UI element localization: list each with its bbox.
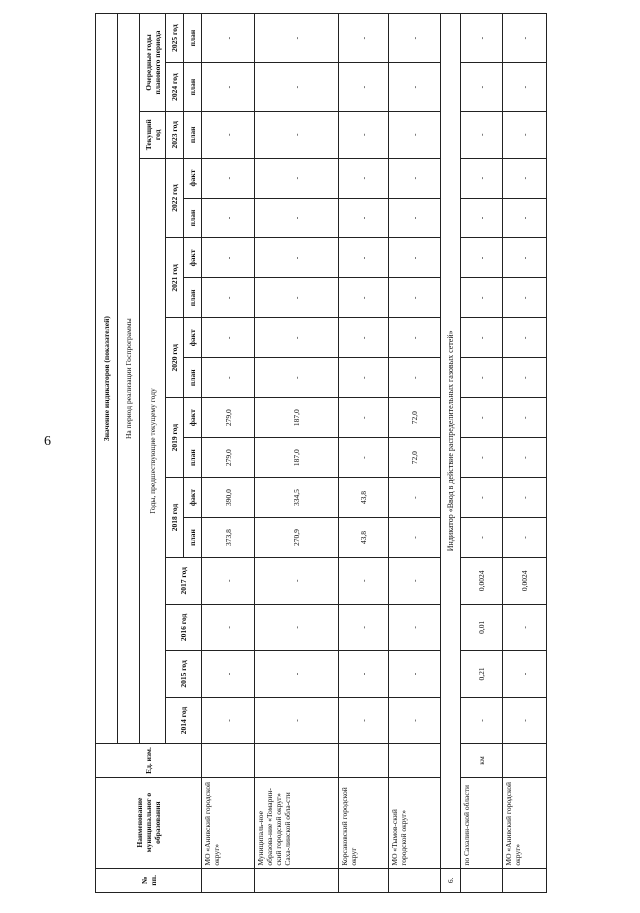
year-2014: 2014 год	[166, 697, 202, 744]
value-cell: -	[389, 557, 441, 604]
table-body-top	[202, 14, 441, 893]
value-cell: -	[389, 238, 441, 278]
previous-years-header: Годы, предшествующие текущему году	[140, 158, 166, 744]
value-cell: -	[255, 198, 339, 238]
value-cell: 334,5	[255, 478, 339, 518]
value-cell: -	[389, 697, 441, 744]
value-cell: -	[389, 604, 441, 651]
municipality-name-cell: МО «Анивский городской округ»	[202, 777, 255, 868]
municipality-name-cell: Корсаковский городской округ	[339, 777, 389, 868]
indicator-table-sheet	[95, 13, 620, 893]
fact-2020: факт	[184, 318, 202, 358]
unit-cell	[255, 744, 339, 777]
value-cell: -	[503, 238, 547, 278]
value-cell: -	[255, 14, 339, 63]
fact-2019: факт	[184, 398, 202, 438]
year-2018: 2018 год	[166, 478, 184, 558]
value-cell: -	[255, 112, 339, 159]
plan-2020: план	[184, 358, 202, 398]
table-row	[389, 14, 441, 893]
value-cell: -	[389, 14, 441, 63]
year-2019: 2019 год	[166, 398, 184, 478]
value-cell: 390,0	[202, 478, 255, 518]
page-number: 6	[44, 434, 51, 449]
col-unit-header: Ед. изм.	[96, 744, 202, 777]
value-cell: -	[339, 557, 389, 604]
value-cell: -	[503, 651, 547, 698]
year-2020: 2020 год	[166, 318, 184, 398]
value-cell: -	[503, 63, 547, 112]
current-year-header: Текущий год	[140, 112, 166, 159]
value-cell: -	[389, 278, 441, 318]
col-name-header: Наименование муниципальног о образования	[96, 777, 202, 868]
section-number: 6.	[441, 868, 461, 892]
value-cell: -	[255, 238, 339, 278]
value-cell: -	[202, 158, 255, 198]
value-cell: -	[389, 478, 441, 518]
value-cell: -	[339, 198, 389, 238]
plan-2018: план	[184, 518, 202, 558]
value-cell: -	[461, 198, 503, 238]
value-cell: -	[202, 318, 255, 358]
unit-cell	[389, 744, 441, 777]
table-row	[339, 14, 389, 893]
value-cell: -	[461, 478, 503, 518]
indicators-header: Значение индикаторов (показателей)	[96, 14, 118, 744]
value-cell: -	[255, 651, 339, 698]
plan-2024: план	[184, 63, 202, 112]
value-cell: -	[461, 358, 503, 398]
fact-2021: факт	[184, 238, 202, 278]
table-body-bottom	[461, 14, 547, 893]
value-cell: -	[339, 238, 389, 278]
unit-cell: км	[461, 744, 503, 777]
value-cell: -	[461, 112, 503, 159]
value-cell: 43,8	[339, 478, 389, 518]
value-cell: -	[202, 651, 255, 698]
table-row	[255, 14, 339, 893]
value-cell: 43,8	[339, 518, 389, 558]
unit-cell	[202, 744, 255, 777]
value-cell: -	[389, 318, 441, 358]
municipality-name-cell: по Сахалин-ской области	[461, 777, 503, 868]
unit-cell	[503, 744, 547, 777]
value-cell: 279,0	[202, 398, 255, 438]
value-cell: 0,01	[461, 604, 503, 651]
value-cell: 279,0	[202, 438, 255, 478]
value-cell: -	[503, 278, 547, 318]
value-cell: -	[339, 318, 389, 358]
year-2025: 2025 год	[166, 14, 184, 63]
value-cell: -	[389, 358, 441, 398]
fact-2018: факт	[184, 478, 202, 518]
value-cell: -	[503, 198, 547, 238]
value-cell: -	[202, 14, 255, 63]
value-cell: -	[389, 63, 441, 112]
value-cell: -	[503, 158, 547, 198]
value-cell: -	[202, 557, 255, 604]
value-cell: -	[339, 63, 389, 112]
value-cell: 373,8	[202, 518, 255, 558]
value-cell: -	[255, 697, 339, 744]
value-cell: -	[503, 438, 547, 478]
plan-2021: план	[184, 278, 202, 318]
value-cell: -	[389, 198, 441, 238]
value-cell: 187,0	[255, 438, 339, 478]
value-cell: -	[202, 238, 255, 278]
next-years-header: Очередные годы планового периода	[140, 14, 166, 112]
value-cell: -	[461, 518, 503, 558]
year-2016: 2016 год	[166, 604, 202, 651]
value-cell: -	[255, 278, 339, 318]
value-cell: -	[389, 112, 441, 159]
year-2024: 2024 год	[166, 63, 184, 112]
row-number-cell	[461, 868, 503, 892]
value-cell: -	[339, 158, 389, 198]
value-cell: -	[255, 557, 339, 604]
section-title: Индикатор «Ввод в действие распределительных газовых сетей»	[441, 14, 461, 869]
value-cell: -	[461, 697, 503, 744]
value-cell: -	[255, 63, 339, 112]
unit-cell	[339, 744, 389, 777]
value-cell: -	[339, 438, 389, 478]
value-cell: 0,21	[461, 651, 503, 698]
value-cell: -	[202, 697, 255, 744]
value-cell: -	[389, 518, 441, 558]
row-number-cell	[503, 868, 547, 892]
value-cell: -	[461, 278, 503, 318]
table-row	[202, 14, 255, 893]
value-cell: -	[503, 318, 547, 358]
value-cell: 0,0024	[461, 557, 503, 604]
value-cell: -	[503, 398, 547, 438]
value-cell: -	[202, 358, 255, 398]
year-2017: 2017 год	[166, 557, 202, 604]
value-cell: -	[339, 278, 389, 318]
value-cell: -	[461, 14, 503, 63]
value-cell: -	[461, 318, 503, 358]
value-cell: -	[339, 112, 389, 159]
plan-2025: план	[184, 14, 202, 63]
plan-2023: план	[184, 112, 202, 159]
table-row	[503, 14, 547, 893]
row-number-cell	[339, 868, 389, 892]
value-cell: -	[389, 158, 441, 198]
year-2015: 2015 год	[166, 651, 202, 698]
value-cell: -	[461, 158, 503, 198]
value-cell: -	[461, 238, 503, 278]
value-cell: -	[202, 112, 255, 159]
plan-2022: план	[184, 198, 202, 238]
col-num-header: № пп.	[96, 868, 202, 892]
value-cell: 72,0	[389, 438, 441, 478]
period-header: На период реализации Госпрограммы	[118, 14, 140, 744]
value-cell: -	[503, 697, 547, 744]
fact-2022: факт	[184, 158, 202, 198]
value-cell: -	[339, 398, 389, 438]
value-cell: -	[503, 112, 547, 159]
value-cell: 0,0024	[503, 557, 547, 604]
municipality-name-cell: МО «Тымов-ский городской округ»	[389, 777, 441, 868]
value-cell: -	[202, 63, 255, 112]
year-2021: 2021 год	[166, 238, 184, 318]
year-2022: 2022 год	[166, 158, 184, 238]
value-cell: -	[461, 398, 503, 438]
row-number-cell	[389, 868, 441, 892]
value-cell: -	[339, 651, 389, 698]
row-number-cell	[202, 868, 255, 892]
value-cell: -	[461, 438, 503, 478]
municipality-name-cell: Муниципаль-ное образова-ние «Томарин-ский городской округ» Саха-линской обла-сти	[255, 777, 339, 868]
value-cell: -	[339, 14, 389, 63]
indicator-table	[95, 13, 547, 893]
value-cell: 270,9	[255, 518, 339, 558]
value-cell: -	[202, 604, 255, 651]
value-cell: -	[339, 697, 389, 744]
value-cell: -	[503, 358, 547, 398]
value-cell: 187,0	[255, 398, 339, 438]
value-cell: -	[339, 358, 389, 398]
table-row	[461, 14, 503, 893]
value-cell: 72,0	[389, 398, 441, 438]
value-cell: -	[202, 198, 255, 238]
value-cell: -	[389, 651, 441, 698]
value-cell: -	[255, 318, 339, 358]
value-cell: -	[339, 604, 389, 651]
municipality-name-cell: МО «Анивский городской округ»	[503, 777, 547, 868]
year-2023: 2023 год	[166, 112, 184, 159]
value-cell: -	[255, 604, 339, 651]
value-cell: -	[202, 278, 255, 318]
value-cell: -	[503, 14, 547, 63]
value-cell: -	[461, 63, 503, 112]
value-cell: -	[255, 158, 339, 198]
value-cell: -	[255, 358, 339, 398]
row-number-cell	[255, 868, 339, 892]
section-row	[441, 14, 461, 893]
plan-2019: план	[184, 438, 202, 478]
value-cell: -	[503, 518, 547, 558]
value-cell: -	[503, 478, 547, 518]
value-cell: -	[503, 604, 547, 651]
